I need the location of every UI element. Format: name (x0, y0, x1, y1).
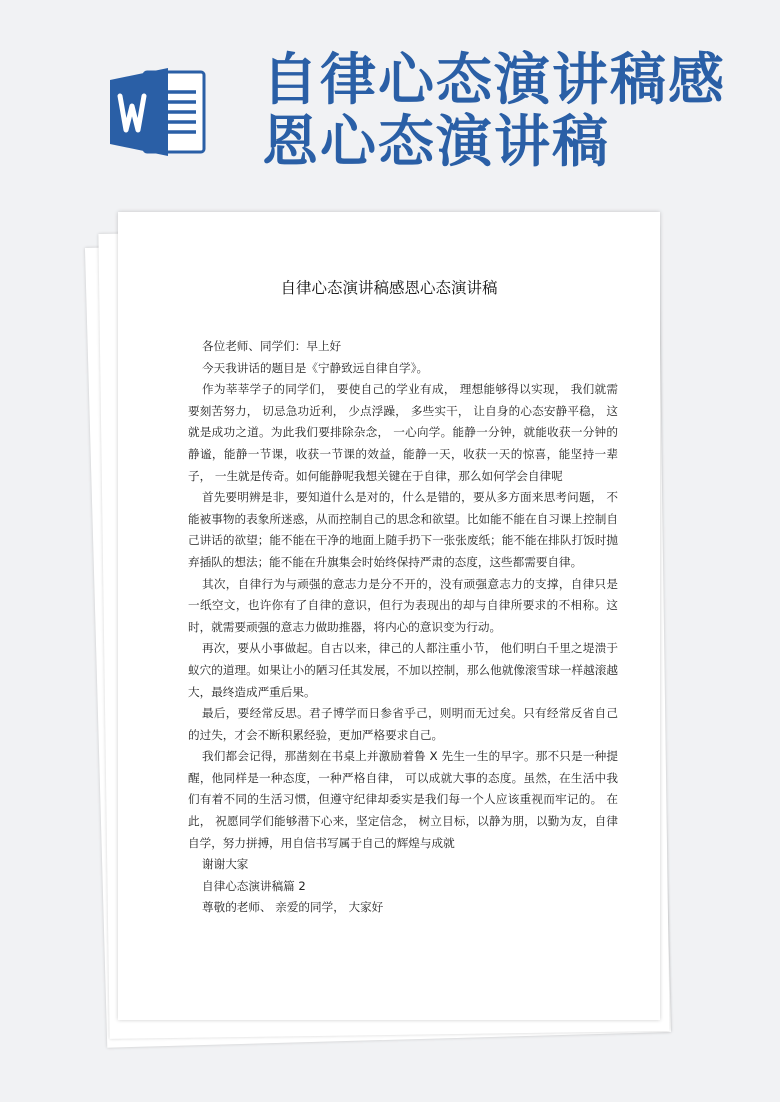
paragraph: 今天我讲话的题目是《宁静致远自律自学》。 (202, 360, 429, 375)
paragraph: 其次，自律行为与顽强的意志力是分不开的，没有顽强意志力的支撑，自律只是一纸空文，也许你有了自律的意识，但行为表现出的却与自律所要求的不相称。这时，就需要顽强的意志力做助推器，将内心的意识变为行动。 (188, 576, 618, 634)
paragraph: 最后，要经常反思。君子博学而日参省乎己，则明而无过矣。只有经常反省自己的过失，才会不断积累经验，更加严格要求自己。 (188, 706, 618, 742)
banner (0, 0, 780, 200)
document-title: 自律心态演讲稿感恩心态演讲稿 (280, 279, 498, 297)
paragraph: 谢谢大家 (202, 857, 249, 872)
paragraph: 再次，要从小事做起。自古以来，律己的人都注重小节， 他们明白千里之堤溃于蚁穴的道理。如果让小的陋习任其发展，不加以控制，那么他就像滚雪球一样越滚越大，最终造成严重后果。 (188, 641, 618, 699)
word-document-icon (108, 66, 208, 158)
paragraph: 各位老师、同学们：早上好 (202, 339, 342, 353)
paragraph: 我们都会记得，那凿刻在书桌上并激励着鲁 X 先生一生的早字。那不只是一种提醒，他同样是一种态度，一种严格自律， 可以成就大事的态度。虽然，在生活中我们有着不同的生活习惯，但遵守纪律却委实是我们每一个人应该重视而牢记的。 在此， 祝愿同学们能够潜下心来，坚定信念， 树立目标，以静为朋，以勤为友，自律自学，努力拼搏，用自信书写属于自己的辉煌与成就 (188, 749, 618, 850)
paragraph: 尊敬的老师、 亲爱的同学， 大家好 (202, 900, 384, 915)
paragraph: 作为莘莘学子的同学们， 要使自己的学业有成， 理想能够得以实现， 我们就需要刻苦努力， 切忌急功近利， 少点浮躁， 多些实干， 让自身的心态安静平稳， 这就是成功之道。为此我们要排除杂念， 一心向学。能静一分钟，就能收获一分钟的静谧，能静一节课，收获一节课的效益，能静一天，收获一天的惊喜，能坚持一辈子， 一生就是传奇。如何能静呢我想关键在于自律，那么如何学会自律呢 (188, 382, 618, 483)
document-body (188, 336, 618, 919)
document-page (118, 212, 660, 1020)
paragraph: 首先要明辨是非，要知道什么是对的，什么是错的，要从多方面来思考问题， 不能被事物的表象所迷惑，从而控制自己的思念和欲望。比如能不能在自习课上控制自己讲话的欲望；能不能在干净的地面上随手扔下一张张废纸；能不能在排队打饭时抛弃插队的想法；能不能在升旗集会时始终保持严肃的态度，这些都需要自律。 (188, 490, 618, 569)
banner-title: 自律心态演讲稿感恩心态演讲稿 (262, 48, 726, 175)
paragraph: 自律心态演讲稿篇 2 (202, 878, 306, 893)
